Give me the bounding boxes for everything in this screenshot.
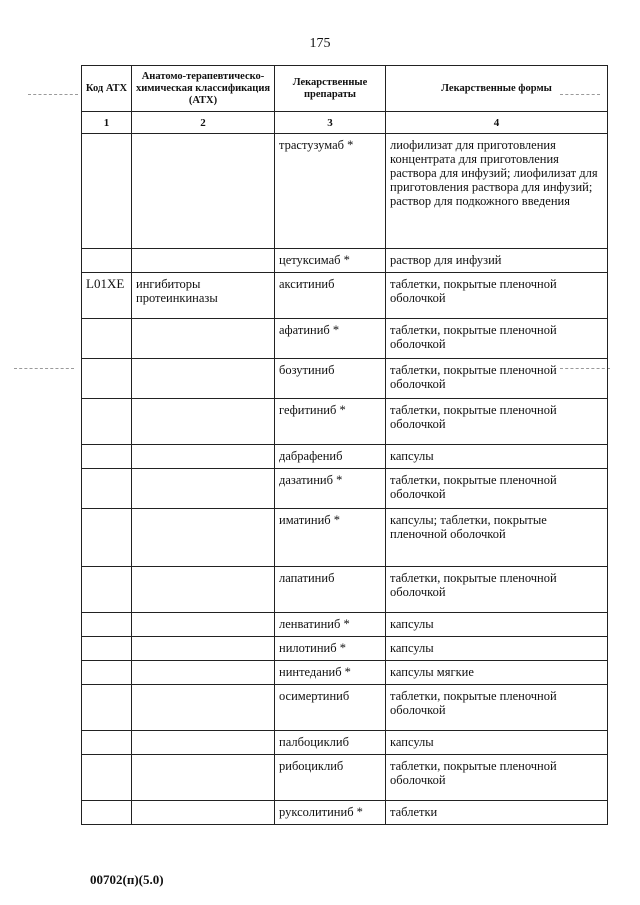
cell-atc-code <box>82 249 132 273</box>
cell-atc-class <box>132 801 275 825</box>
cell-atc-code <box>82 755 132 801</box>
cell-drug-name: бозутиниб <box>275 359 386 399</box>
cell-drug-name: дабрафениб <box>275 445 386 469</box>
cell-dosage-form: таблетки, покрытые пленочной оболочкой <box>386 273 608 319</box>
table-row <box>82 731 608 755</box>
cell-atc-class <box>132 134 275 249</box>
cell-drug-name: палбоциклиб <box>275 731 386 755</box>
drug-table <box>81 65 608 825</box>
header-forms: Лекарственные формы <box>386 66 608 112</box>
column-number: 4 <box>386 112 608 134</box>
cell-drug-name: иматиниб * <box>275 509 386 567</box>
cell-drug-name: осимертиниб <box>275 685 386 731</box>
cell-drug-name: акситиниб <box>275 273 386 319</box>
cell-atc-code <box>82 613 132 637</box>
footer-document-code: 00702(п)(5.0) <box>90 872 164 887</box>
cell-atc-class <box>132 637 275 661</box>
cell-dosage-form: капсулы; таблетки, покрытые пленочной оболочкой <box>386 509 608 567</box>
table-row <box>82 273 608 319</box>
cell-dosage-form: лиофилизат для приготовления концентрата для приготовления раствора для инфузий; лиофилизат для приготовления раствора для инфузий; раствор для подкожного введения <box>386 134 608 249</box>
cell-atc-class <box>132 399 275 445</box>
cell-dosage-form: таблетки, покрытые пленочной оболочкой <box>386 755 608 801</box>
column-number: 3 <box>275 112 386 134</box>
cell-atc-code <box>82 134 132 249</box>
cell-atc-class <box>132 445 275 469</box>
table-row <box>82 249 608 273</box>
cell-dosage-form: капсулы <box>386 445 608 469</box>
cell-atc-code <box>82 801 132 825</box>
cell-drug-name: рибоциклиб <box>275 755 386 801</box>
table-row <box>82 755 608 801</box>
cell-atc-class <box>132 731 275 755</box>
cell-drug-name: руксолитиниб * <box>275 801 386 825</box>
cell-dosage-form: капсулы мягкие <box>386 661 608 685</box>
cell-atc-class <box>132 613 275 637</box>
cell-atc-code <box>82 637 132 661</box>
table-row <box>82 613 608 637</box>
table-row <box>82 399 608 445</box>
table-row <box>82 509 608 567</box>
table-row <box>82 445 608 469</box>
cell-atc-code <box>82 731 132 755</box>
scan-mark-middle <box>14 368 74 369</box>
cell-dosage-form: таблетки, покрытые пленочной оболочкой <box>386 567 608 613</box>
column-number-row <box>82 112 608 134</box>
column-number: 2 <box>132 112 275 134</box>
header-code: Код АТХ <box>82 66 132 112</box>
cell-drug-name: нилотиниб * <box>275 637 386 661</box>
cell-atc-code <box>82 509 132 567</box>
cell-atc-code <box>82 399 132 445</box>
cell-drug-name: дазатиниб * <box>275 469 386 509</box>
cell-drug-name: ленватиниб * <box>275 613 386 637</box>
table-row <box>82 685 608 731</box>
cell-atc-class <box>132 319 275 359</box>
table-header-row <box>82 66 608 112</box>
cell-atc-class <box>132 509 275 567</box>
cell-drug-name: гефитиниб * <box>275 399 386 445</box>
column-number: 1 <box>82 112 132 134</box>
cell-dosage-form: таблетки <box>386 801 608 825</box>
cell-atc-code <box>82 685 132 731</box>
cell-atc-code <box>82 567 132 613</box>
cell-atc-code <box>82 359 132 399</box>
cell-dosage-form: капсулы <box>386 613 608 637</box>
cell-dosage-form: таблетки, покрытые пленочной оболочкой <box>386 399 608 445</box>
cell-atc-code: L01XE <box>82 273 132 319</box>
cell-atc-class: ингибиторы протеинкиназы <box>132 273 275 319</box>
cell-drug-name: афатиниб * <box>275 319 386 359</box>
cell-atc-class <box>132 755 275 801</box>
cell-drug-name: цетуксимаб * <box>275 249 386 273</box>
scan-mark-top <box>28 94 78 95</box>
cell-dosage-form: раствор для инфузий <box>386 249 608 273</box>
cell-atc-class <box>132 359 275 399</box>
page-number: 175 <box>309 36 331 51</box>
table-row <box>82 801 608 825</box>
cell-drug-name: нинтеданиб * <box>275 661 386 685</box>
cell-dosage-form: таблетки, покрытые пленочной оболочкой <box>386 469 608 509</box>
cell-atc-class <box>132 567 275 613</box>
cell-dosage-form: таблетки, покрытые пленочной оболочкой <box>386 359 608 399</box>
cell-drug-name: трастузумаб * <box>275 134 386 249</box>
cell-atc-class <box>132 685 275 731</box>
table-row <box>82 567 608 613</box>
header-atc-class: Анатомо-терапевтическо-химическая классификация (АТХ) <box>132 66 275 112</box>
cell-atc-class <box>132 661 275 685</box>
cell-dosage-form: капсулы <box>386 731 608 755</box>
table-row <box>82 319 608 359</box>
cell-atc-code <box>82 661 132 685</box>
table-row <box>82 134 608 249</box>
cell-dosage-form: таблетки, покрытые пленочной оболочкой <box>386 685 608 731</box>
cell-dosage-form: таблетки, покрытые пленочной оболочкой <box>386 319 608 359</box>
cell-atc-code <box>82 445 132 469</box>
header-drugs: Лекарственные препараты <box>275 66 386 112</box>
table-row <box>82 359 608 399</box>
cell-dosage-form: капсулы <box>386 637 608 661</box>
cell-atc-class <box>132 469 275 509</box>
cell-atc-code <box>82 319 132 359</box>
table-body <box>82 112 608 825</box>
cell-drug-name: лапатиниб <box>275 567 386 613</box>
table-row <box>82 469 608 509</box>
table-row <box>82 661 608 685</box>
cell-atc-class <box>132 249 275 273</box>
cell-atc-code <box>82 469 132 509</box>
table-row <box>82 637 608 661</box>
